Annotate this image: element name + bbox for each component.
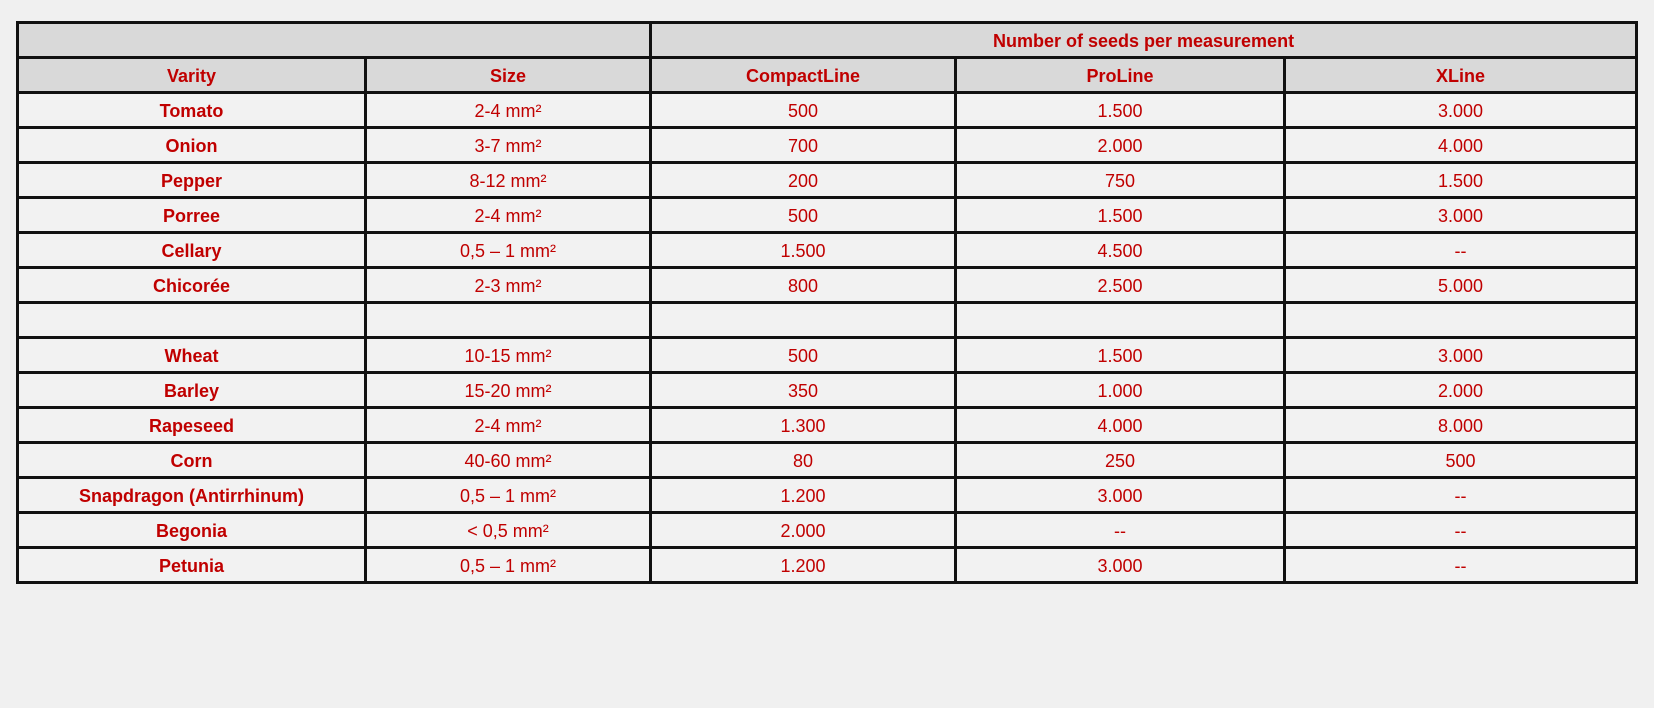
cell-proline: 1.500: [956, 93, 1285, 128]
cell-xline: 3.000: [1285, 338, 1637, 373]
cell-varity: [18, 303, 366, 338]
cell-size: 0,5 – 1 mm²: [366, 478, 651, 513]
cell-size: 40-60 mm²: [366, 443, 651, 478]
table-row: [18, 93, 1637, 128]
table-row: [18, 513, 1637, 548]
cell-proline: 4.000: [956, 408, 1285, 443]
cell-size: [366, 303, 651, 338]
cell-xline: --: [1285, 548, 1637, 583]
table-row: [18, 373, 1637, 408]
empty-separator-row: [18, 303, 1637, 338]
cell-proline: 2.000: [956, 128, 1285, 163]
cell-size: 3-7 mm²: [366, 128, 651, 163]
cell-proline: 3.000: [956, 548, 1285, 583]
cell-proline: 4.500: [956, 233, 1285, 268]
cell-size: 15-20 mm²: [366, 373, 651, 408]
cell-compactline: 80: [651, 443, 956, 478]
table-row: [18, 548, 1637, 583]
column-header-row: [18, 58, 1637, 93]
cell-size: 0,5 – 1 mm²: [366, 548, 651, 583]
cell-xline: 2.000: [1285, 373, 1637, 408]
cell-size: 0,5 – 1 mm²: [366, 233, 651, 268]
cell-varity: Snapdragon (Antirrhinum): [18, 478, 366, 513]
table-row: [18, 338, 1637, 373]
cell-varity: Onion: [18, 128, 366, 163]
cell-xline: 5.000: [1285, 268, 1637, 303]
table-row: [18, 443, 1637, 478]
cell-xline: 4.000: [1285, 128, 1637, 163]
group-header-row: [18, 23, 1637, 58]
cell-size: 8-12 mm²: [366, 163, 651, 198]
cell-compactline: [651, 303, 956, 338]
cell-proline: 750: [956, 163, 1285, 198]
seed-table-container: [16, 21, 1635, 584]
cell-size: < 0,5 mm²: [366, 513, 651, 548]
cell-varity: Corn: [18, 443, 366, 478]
cell-xline: 1.500: [1285, 163, 1637, 198]
table-row: [18, 268, 1637, 303]
cell-proline: 1.000: [956, 373, 1285, 408]
cell-compactline: 1.200: [651, 548, 956, 583]
table-row: [18, 408, 1637, 443]
cell-proline: 3.000: [956, 478, 1285, 513]
cell-varity: Barley: [18, 373, 366, 408]
cell-compactline: 1.300: [651, 408, 956, 443]
cell-compactline: 1.500: [651, 233, 956, 268]
cell-size: 10-15 mm²: [366, 338, 651, 373]
cell-compactline: 700: [651, 128, 956, 163]
column-header-compactline: CompactLine: [651, 58, 956, 93]
cell-proline: 250: [956, 443, 1285, 478]
column-header-xline: XLine: [1285, 58, 1637, 93]
table-row: [18, 478, 1637, 513]
cell-compactline: 500: [651, 198, 956, 233]
cell-proline: --: [956, 513, 1285, 548]
seed-table: [16, 21, 1638, 584]
cell-compactline: 200: [651, 163, 956, 198]
column-header-varity: Varity: [18, 58, 366, 93]
cell-varity: Wheat: [18, 338, 366, 373]
cell-varity: Petunia: [18, 548, 366, 583]
cell-compactline: 2.000: [651, 513, 956, 548]
cell-size: 2-4 mm²: [366, 93, 651, 128]
cell-xline: --: [1285, 513, 1637, 548]
cell-xline: 8.000: [1285, 408, 1637, 443]
table-row: [18, 163, 1637, 198]
cell-varity: Porree: [18, 198, 366, 233]
cell-xline: --: [1285, 478, 1637, 513]
cell-varity: Begonia: [18, 513, 366, 548]
cell-xline: 3.000: [1285, 198, 1637, 233]
cell-size: 2-3 mm²: [366, 268, 651, 303]
table-row: [18, 233, 1637, 268]
cell-size: 2-4 mm²: [366, 198, 651, 233]
column-header-proline: ProLine: [956, 58, 1285, 93]
column-header-size: Size: [366, 58, 651, 93]
table-row: [18, 198, 1637, 233]
cell-xline: 500: [1285, 443, 1637, 478]
cell-proline: [956, 303, 1285, 338]
group-header-seeds-per-measurement: Number of seeds per measurement: [651, 23, 1637, 58]
cell-compactline: 500: [651, 338, 956, 373]
group-header-empty: [18, 23, 651, 58]
cell-compactline: 1.200: [651, 478, 956, 513]
cell-size: 2-4 mm²: [366, 408, 651, 443]
cell-compactline: 350: [651, 373, 956, 408]
cell-varity: Chicorée: [18, 268, 366, 303]
cell-proline: 1.500: [956, 338, 1285, 373]
cell-proline: 2.500: [956, 268, 1285, 303]
cell-xline: [1285, 303, 1637, 338]
cell-compactline: 800: [651, 268, 956, 303]
cell-xline: 3.000: [1285, 93, 1637, 128]
table-row: [18, 128, 1637, 163]
cell-compactline: 500: [651, 93, 956, 128]
cell-xline: --: [1285, 233, 1637, 268]
cell-varity: Cellary: [18, 233, 366, 268]
cell-proline: 1.500: [956, 198, 1285, 233]
cell-varity: Rapeseed: [18, 408, 366, 443]
cell-varity: Tomato: [18, 93, 366, 128]
cell-varity: Pepper: [18, 163, 366, 198]
